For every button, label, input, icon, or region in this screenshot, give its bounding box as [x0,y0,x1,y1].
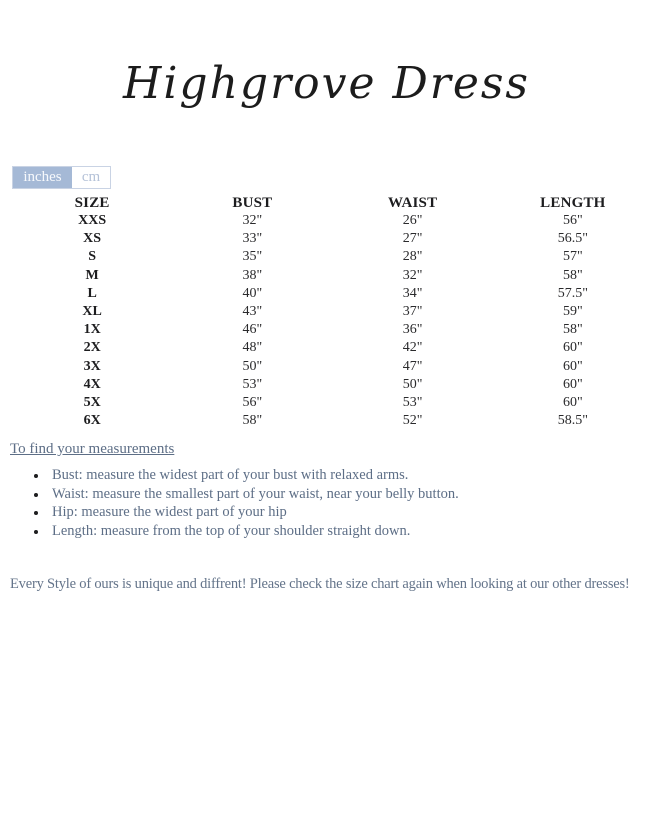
cell-waist: 34" [402,285,423,301]
column-header-size: SIZE [74,195,110,211]
cell-length: 58.5" [557,413,588,429]
measurement-instructions [28,466,459,540]
cell-length: 60" [563,340,583,356]
cell-bust: 32" [242,213,263,228]
cell-bust: 40" [242,285,263,301]
table-row [12,212,653,230]
table-row [12,394,653,412]
cell-length: 60" [563,358,583,374]
table-row [12,248,653,266]
unit-toggle-inches[interactable]: inches [13,167,72,188]
table-row [12,230,653,248]
unit-toggle [12,166,111,189]
cell-size: M [85,267,99,283]
table-row [12,303,653,321]
cell-waist: 50" [402,376,423,392]
cell-bust: 53" [242,376,263,392]
cell-length: 60" [563,395,583,411]
cell-size: 6X [83,413,101,429]
table-row [12,339,653,357]
cell-bust: 50" [242,358,263,374]
cell-size: XXS [78,213,107,228]
size-chart-table [12,194,653,430]
cell-length: 57.5" [557,285,588,301]
cell-bust: 58" [242,413,263,429]
cell-size: XS [83,231,102,247]
footer-note: Every Style of ours is unique and diffrent! Please check the size chart again when looking at our other dresses! [10,576,630,592]
cell-length: 58" [563,322,583,338]
cell-bust: 43" [242,304,263,320]
cell-bust: 33" [242,231,263,247]
list-item-hip: • Hip: measure the widest part of your hip [48,503,459,522]
cell-waist: 36" [402,322,423,338]
cell-size: 5X [83,395,101,411]
cell-size: 4X [83,376,101,392]
cell-size: S [88,249,97,265]
measurements-link[interactable]: To find your measurements [10,441,175,457]
table-row [12,376,653,394]
cell-size: XL [82,304,102,320]
table-row [12,285,653,303]
cell-waist: 37" [402,304,423,320]
table-row [12,358,653,376]
cell-waist: 52" [402,413,423,429]
unit-toggle-cm[interactable]: cm [72,167,110,188]
cell-size: 3X [83,358,101,374]
table-row [12,321,653,339]
cell-waist: 27" [402,231,423,247]
cell-length: 59" [563,304,583,320]
page-title: Highgrove Dress [122,58,531,109]
cell-bust: 38" [242,267,263,283]
column-header-length: LENGTH [540,195,606,211]
column-header-waist: WAIST [387,195,438,211]
table-row [12,412,653,430]
cell-bust: 48" [242,340,263,356]
cell-waist: 42" [402,340,423,356]
cell-length: 57" [563,249,583,265]
cell-waist: 32" [402,267,423,283]
cell-bust: 35" [242,249,263,265]
cell-bust: 46" [242,322,263,338]
cell-waist: 28" [402,249,423,265]
cell-size: 1X [83,322,101,338]
cell-length: 58" [563,267,583,283]
cell-waist: 26" [402,213,423,228]
cell-bust: 56" [242,395,263,411]
table-header-row [12,194,653,212]
cell-length: 56.5" [557,231,588,247]
cell-waist: 47" [402,358,423,374]
table-row [12,267,653,285]
column-header-bust: BUST [232,195,273,211]
cell-waist: 53" [402,395,423,411]
list-item-bust: • Bust: measure the widest part of your bust with relaxed arms. [48,466,459,485]
list-item-length: • Length: measure from the top of your shoulder straight down. [48,522,459,541]
cell-size: L [87,285,97,301]
cell-size: 2X [83,340,101,356]
cell-length: 60" [563,376,583,392]
list-item-waist: • Waist: measure the smallest part of your waist, near your belly button. [48,485,459,504]
cell-length: 56" [563,213,583,228]
